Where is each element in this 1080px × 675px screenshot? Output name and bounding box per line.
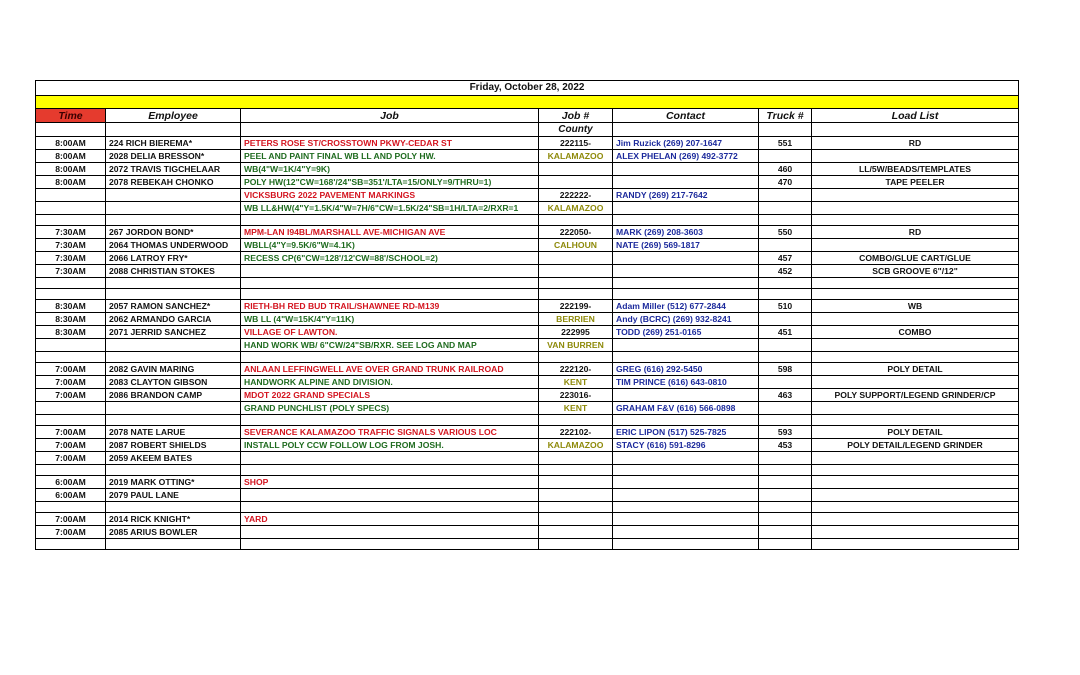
employee-cell — [106, 215, 241, 226]
contact-cell — [613, 215, 759, 226]
contact-cell — [613, 489, 759, 502]
load-list-cell — [812, 215, 1019, 226]
job-number-cell: 222050- — [539, 226, 613, 239]
load-list-cell — [812, 313, 1019, 326]
time-cell: 7:00AM — [36, 363, 106, 376]
contact-cell: TODD (269) 251-0165 — [613, 326, 759, 339]
table-row — [36, 202, 1019, 215]
table-row — [36, 313, 1019, 326]
job-number-cell: KENT — [539, 402, 613, 415]
job-number-cell: KENT — [539, 376, 613, 389]
employee-cell — [106, 415, 241, 426]
time-cell: 7:30AM — [36, 226, 106, 239]
contact-cell — [613, 526, 759, 539]
employee-cell — [106, 352, 241, 363]
contact-cell: TIM PRINCE (616) 643-0810 — [613, 376, 759, 389]
employee-cell: 2088 CHRISTIAN STOKES — [106, 265, 241, 278]
truck-cell — [759, 526, 812, 539]
table-row — [36, 265, 1019, 278]
truck-cell — [759, 452, 812, 465]
time-cell — [36, 465, 106, 476]
job-cell — [241, 278, 539, 289]
employee-cell: 2086 BRANDON CAMP — [106, 389, 241, 402]
employee-cell — [106, 402, 241, 415]
truck-cell — [759, 202, 812, 215]
table-row — [36, 439, 1019, 452]
job-number-cell — [539, 252, 613, 265]
time-cell: 8:00AM — [36, 150, 106, 163]
schedule-table — [35, 80, 1019, 550]
employee-cell: 2071 JERRID SANCHEZ — [106, 326, 241, 339]
truck-cell: 463 — [759, 389, 812, 402]
truck-cell — [759, 189, 812, 202]
job-cell: MDOT 2022 GRAND SPECIALS — [241, 389, 539, 402]
employee-cell: 224 RICH BIEREMA* — [106, 137, 241, 150]
subheader-empty — [812, 123, 1019, 137]
job-number-cell — [539, 352, 613, 363]
load-list-cell: POLY SUPPORT/LEGEND GRINDER/CP — [812, 389, 1019, 402]
employee-cell: 2082 GAVIN MARING — [106, 363, 241, 376]
job-number-cell: VAN BURREN — [539, 339, 613, 352]
job-number-cell: BERRIEN — [539, 313, 613, 326]
employee-cell — [106, 289, 241, 300]
job-cell — [241, 526, 539, 539]
job-cell: PETERS ROSE ST/CROSSTOWN PKWY-CEDAR ST — [241, 137, 539, 150]
load-list-cell — [812, 202, 1019, 215]
time-cell: 6:00AM — [36, 476, 106, 489]
load-list-cell — [812, 539, 1019, 550]
job-number-cell — [539, 265, 613, 278]
job-number-cell: 222995 — [539, 326, 613, 339]
contact-cell — [613, 415, 759, 426]
employee-cell: 2019 MARK OTTING* — [106, 476, 241, 489]
contact-cell — [613, 289, 759, 300]
truck-cell — [759, 415, 812, 426]
load-list-cell — [812, 476, 1019, 489]
contact-cell: ALEX PHELAN (269) 492-3772 — [613, 150, 759, 163]
job-number-cell — [539, 502, 613, 513]
employee-cell — [106, 189, 241, 202]
employee-cell — [106, 502, 241, 513]
contact-cell — [613, 202, 759, 215]
spacer-row — [36, 539, 1019, 550]
spacer-row — [36, 215, 1019, 226]
truck-cell: 598 — [759, 363, 812, 376]
header-county: County — [539, 123, 613, 137]
contact-cell: GREG (616) 292-5450 — [613, 363, 759, 376]
header-job: Job — [241, 109, 539, 123]
job-number-cell — [539, 476, 613, 489]
job-number-cell — [539, 289, 613, 300]
job-number-cell: 222102- — [539, 426, 613, 439]
job-number-cell — [539, 163, 613, 176]
time-cell — [36, 415, 106, 426]
job-number-cell — [539, 513, 613, 526]
employee-cell: 2014 RICK KNIGHT* — [106, 513, 241, 526]
job-cell: HANDWORK ALPINE AND DIVISION. — [241, 376, 539, 389]
load-list-cell — [812, 526, 1019, 539]
truck-cell — [759, 313, 812, 326]
table-row — [36, 189, 1019, 202]
employee-cell: 2059 AKEEM BATES — [106, 452, 241, 465]
truck-cell — [759, 289, 812, 300]
truck-cell — [759, 513, 812, 526]
time-cell: 7:00AM — [36, 452, 106, 465]
job-number-cell: 222199- — [539, 300, 613, 313]
job-cell: WB(4"W=1K/4"Y=9K) — [241, 163, 539, 176]
table-row — [36, 376, 1019, 389]
time-cell: 7:30AM — [36, 252, 106, 265]
time-cell: 7:00AM — [36, 389, 106, 402]
load-list-cell: POLY DETAIL — [812, 426, 1019, 439]
load-list-cell — [812, 402, 1019, 415]
contact-cell: Andy (BCRC) (269) 932-8241 — [613, 313, 759, 326]
subheader-empty — [241, 123, 539, 137]
job-cell — [241, 465, 539, 476]
table-row — [36, 150, 1019, 163]
contact-cell: NATE (269) 569-1817 — [613, 239, 759, 252]
job-cell: RIETH-BH RED BUD TRAIL/SHAWNEE RD-M139 — [241, 300, 539, 313]
job-cell: WB LL (4"W=15K/4"Y=11K) — [241, 313, 539, 326]
job-cell — [241, 489, 539, 502]
header-contact: Contact — [613, 109, 759, 123]
job-cell — [241, 452, 539, 465]
table-row — [36, 137, 1019, 150]
job-cell: ANLAAN LEFFINGWELL AVE OVER GRAND TRUNK RAILROAD — [241, 363, 539, 376]
contact-cell — [613, 339, 759, 352]
load-list-cell — [812, 339, 1019, 352]
spacer-row — [36, 289, 1019, 300]
job-cell: WB LL&HW(4"Y=1.5K/4"W=7H/6"CW=1.5K/24"SB=1H/LTA=2/RXR=1 — [241, 202, 539, 215]
load-list-cell: LL/5W/BEADS/TEMPLATES — [812, 163, 1019, 176]
employee-cell: 2078 NATE LARUE — [106, 426, 241, 439]
table-row — [36, 339, 1019, 352]
job-number-cell: KALAMAZOO — [539, 439, 613, 452]
job-cell: MPM-LAN I94BL/MARSHALL AVE-MICHIGAN AVE — [241, 226, 539, 239]
employee-cell: 2028 DELIA BRESSON* — [106, 150, 241, 163]
job-cell: SEVERANCE KALAMAZOO TRAFFIC SIGNALS VARIOUS LOC — [241, 426, 539, 439]
table-row — [36, 452, 1019, 465]
job-cell: PEEL AND PAINT FINAL WB LL AND POLY HW. — [241, 150, 539, 163]
contact-cell: MARK (269) 208-3603 — [613, 226, 759, 239]
load-list-cell: COMBO — [812, 326, 1019, 339]
table-row — [36, 489, 1019, 502]
subheader-row — [36, 123, 1019, 137]
job-cell: INSTALL POLY CCW FOLLOW LOG FROM JOSH. — [241, 439, 539, 452]
truck-cell: 451 — [759, 326, 812, 339]
header-employee: Employee — [106, 109, 241, 123]
load-list-cell — [812, 376, 1019, 389]
table-row — [36, 239, 1019, 252]
title-row — [36, 81, 1019, 96]
load-list-cell — [812, 278, 1019, 289]
truck-cell — [759, 239, 812, 252]
job-number-cell: CALHOUN — [539, 239, 613, 252]
employee-cell: 2078 REBEKAH CHONKO — [106, 176, 241, 189]
employee-cell: 2079 PAUL LANE — [106, 489, 241, 502]
spacer-row — [36, 352, 1019, 363]
time-cell — [36, 352, 106, 363]
employee-cell: 2072 TRAVIS TIGCHELAAR — [106, 163, 241, 176]
contact-cell — [613, 513, 759, 526]
contact-cell — [613, 389, 759, 402]
table-row — [36, 389, 1019, 402]
subheader-empty — [36, 123, 106, 137]
contact-cell: GRAHAM F&V (616) 566-0898 — [613, 402, 759, 415]
truck-cell: 551 — [759, 137, 812, 150]
table-row — [36, 363, 1019, 376]
load-list-cell — [812, 465, 1019, 476]
contact-cell — [613, 539, 759, 550]
time-cell: 8:30AM — [36, 313, 106, 326]
job-number-cell: KALAMAZOO — [539, 150, 613, 163]
spacer-row — [36, 278, 1019, 289]
load-list-cell — [812, 415, 1019, 426]
job-cell — [241, 289, 539, 300]
time-cell: 8:00AM — [36, 176, 106, 189]
truck-cell — [759, 465, 812, 476]
load-list-cell: SCB GROOVE 6"/12" — [812, 265, 1019, 278]
job-cell — [241, 215, 539, 226]
employee-cell: 2064 THOMAS UNDERWOOD — [106, 239, 241, 252]
load-list-cell — [812, 289, 1019, 300]
load-list-cell — [812, 239, 1019, 252]
job-cell — [241, 265, 539, 278]
truck-cell — [759, 376, 812, 389]
load-list-cell: COMBO/GLUE CART/GLUE — [812, 252, 1019, 265]
contact-cell: Adam Miller (512) 677-2844 — [613, 300, 759, 313]
job-cell: HAND WORK WB/ 6"CW/24"SB/RXR. SEE LOG AND MAP — [241, 339, 539, 352]
job-cell: POLY HW(12"CW=168'/24"SB=351'/LTA=15/ONLY=9/THRU=1) — [241, 176, 539, 189]
truck-cell: 593 — [759, 426, 812, 439]
truck-cell — [759, 339, 812, 352]
job-cell — [241, 502, 539, 513]
yellow-band-cell — [36, 96, 1019, 109]
load-list-cell — [812, 189, 1019, 202]
spacer-row — [36, 465, 1019, 476]
spacer-row — [36, 415, 1019, 426]
job-cell: GRAND PUNCHLIST (POLY SPECS) — [241, 402, 539, 415]
truck-cell: 470 — [759, 176, 812, 189]
load-list-cell — [812, 150, 1019, 163]
time-cell: 7:00AM — [36, 513, 106, 526]
truck-cell: 457 — [759, 252, 812, 265]
load-list-cell — [812, 513, 1019, 526]
table-row — [36, 526, 1019, 539]
job-cell: YARD — [241, 513, 539, 526]
truck-cell — [759, 150, 812, 163]
header-time: Time — [36, 109, 106, 123]
job-cell: SHOP — [241, 476, 539, 489]
job-number-cell — [539, 278, 613, 289]
time-cell: 7:30AM — [36, 239, 106, 252]
contact-cell: Jim Ruzick (269) 207-1647 — [613, 137, 759, 150]
employee-cell — [106, 465, 241, 476]
truck-cell — [759, 539, 812, 550]
load-list-cell: RD — [812, 137, 1019, 150]
truck-cell — [759, 489, 812, 502]
contact-cell — [613, 252, 759, 265]
time-cell — [36, 502, 106, 513]
table-row — [36, 176, 1019, 189]
spacer-row — [36, 502, 1019, 513]
table-row — [36, 513, 1019, 526]
header-row — [36, 109, 1019, 123]
truck-cell — [759, 278, 812, 289]
time-cell: 7:00AM — [36, 439, 106, 452]
time-cell: 8:00AM — [36, 137, 106, 150]
job-number-cell: 222120- — [539, 363, 613, 376]
header-truck: Truck # — [759, 109, 812, 123]
job-number-cell — [539, 215, 613, 226]
truck-cell: 510 — [759, 300, 812, 313]
subheader-empty — [759, 123, 812, 137]
time-cell — [36, 289, 106, 300]
truck-cell: 452 — [759, 265, 812, 278]
job-cell: VICKSBURG 2022 PAVEMENT MARKINGS — [241, 189, 539, 202]
time-cell: 6:00AM — [36, 489, 106, 502]
employee-cell — [106, 539, 241, 550]
table-row — [36, 163, 1019, 176]
table-row — [36, 426, 1019, 439]
yellow-band — [36, 96, 1019, 109]
employee-cell — [106, 278, 241, 289]
time-cell — [36, 189, 106, 202]
truck-cell: 460 — [759, 163, 812, 176]
job-number-cell: KALAMAZOO — [539, 202, 613, 215]
table-row — [36, 226, 1019, 239]
contact-cell — [613, 352, 759, 363]
truck-cell: 453 — [759, 439, 812, 452]
time-cell: 7:00AM — [36, 526, 106, 539]
job-number-cell — [539, 489, 613, 502]
load-list-cell: TAPE PEELER — [812, 176, 1019, 189]
time-cell — [36, 339, 106, 352]
load-list-cell — [812, 352, 1019, 363]
contact-cell — [613, 476, 759, 489]
contact-cell — [613, 502, 759, 513]
load-list-cell — [812, 502, 1019, 513]
header-job-number: Job # — [539, 109, 613, 123]
table-row — [36, 326, 1019, 339]
truck-cell — [759, 502, 812, 513]
time-cell: 7:00AM — [36, 426, 106, 439]
job-number-cell — [539, 415, 613, 426]
employee-cell — [106, 339, 241, 352]
job-cell: RECESS CP(6"CW=128'/12'CW=88'/SCHOOL=2) — [241, 252, 539, 265]
load-list-cell: POLY DETAIL/LEGEND GRINDER — [812, 439, 1019, 452]
job-number-cell — [539, 176, 613, 189]
load-list-cell: POLY DETAIL — [812, 363, 1019, 376]
job-number-cell — [539, 539, 613, 550]
time-cell — [36, 202, 106, 215]
contact-cell — [613, 278, 759, 289]
contact-cell — [613, 163, 759, 176]
contact-cell: STACY (616) 591-8296 — [613, 439, 759, 452]
time-cell — [36, 402, 106, 415]
truck-cell: 550 — [759, 226, 812, 239]
time-cell — [36, 539, 106, 550]
truck-cell — [759, 402, 812, 415]
employee-cell: 2066 LATROY FRY* — [106, 252, 241, 265]
load-list-cell: WB — [812, 300, 1019, 313]
employee-cell: 2083 CLAYTON GIBSON — [106, 376, 241, 389]
employee-cell: 2062 ARMANDO GARCIA — [106, 313, 241, 326]
load-list-cell — [812, 452, 1019, 465]
load-list-cell: RD — [812, 226, 1019, 239]
job-number-cell: 223016- — [539, 389, 613, 402]
table-row — [36, 300, 1019, 313]
truck-cell — [759, 476, 812, 489]
load-list-cell — [812, 489, 1019, 502]
table-row — [36, 402, 1019, 415]
employee-cell — [106, 202, 241, 215]
subheader-empty — [106, 123, 241, 137]
contact-cell — [613, 465, 759, 476]
contact-cell — [613, 265, 759, 278]
header-load-list: Load List — [812, 109, 1019, 123]
job-number-cell — [539, 465, 613, 476]
time-cell — [36, 215, 106, 226]
subheader-empty — [613, 123, 759, 137]
contact-cell — [613, 452, 759, 465]
contact-cell: RANDY (269) 217-7642 — [613, 189, 759, 202]
job-number-cell — [539, 526, 613, 539]
job-cell: VILLAGE OF LAWTON. — [241, 326, 539, 339]
truck-cell — [759, 352, 812, 363]
job-cell: WBLL(4"Y=9.5K/6"W=4.1K) — [241, 239, 539, 252]
contact-cell — [613, 176, 759, 189]
job-cell — [241, 415, 539, 426]
employee-cell: 267 JORDON BOND* — [106, 226, 241, 239]
employee-cell: 2057 RAMON SANCHEZ* — [106, 300, 241, 313]
time-cell — [36, 278, 106, 289]
table-row — [36, 252, 1019, 265]
truck-cell — [759, 215, 812, 226]
contact-cell: ERIC LIPON (517) 525-7825 — [613, 426, 759, 439]
time-cell: 8:30AM — [36, 300, 106, 313]
time-cell: 7:00AM — [36, 376, 106, 389]
employee-cell: 2085 ARIUS BOWLER — [106, 526, 241, 539]
time-cell: 8:00AM — [36, 163, 106, 176]
job-number-cell: 222115- — [539, 137, 613, 150]
job-number-cell: 222222- — [539, 189, 613, 202]
page-title: Friday, October 28, 2022 — [36, 81, 1019, 96]
job-cell — [241, 352, 539, 363]
job-cell — [241, 539, 539, 550]
time-cell: 8:30AM — [36, 326, 106, 339]
time-cell: 7:30AM — [36, 265, 106, 278]
job-number-cell — [539, 452, 613, 465]
employee-cell: 2087 ROBERT SHIELDS — [106, 439, 241, 452]
table-row — [36, 476, 1019, 489]
